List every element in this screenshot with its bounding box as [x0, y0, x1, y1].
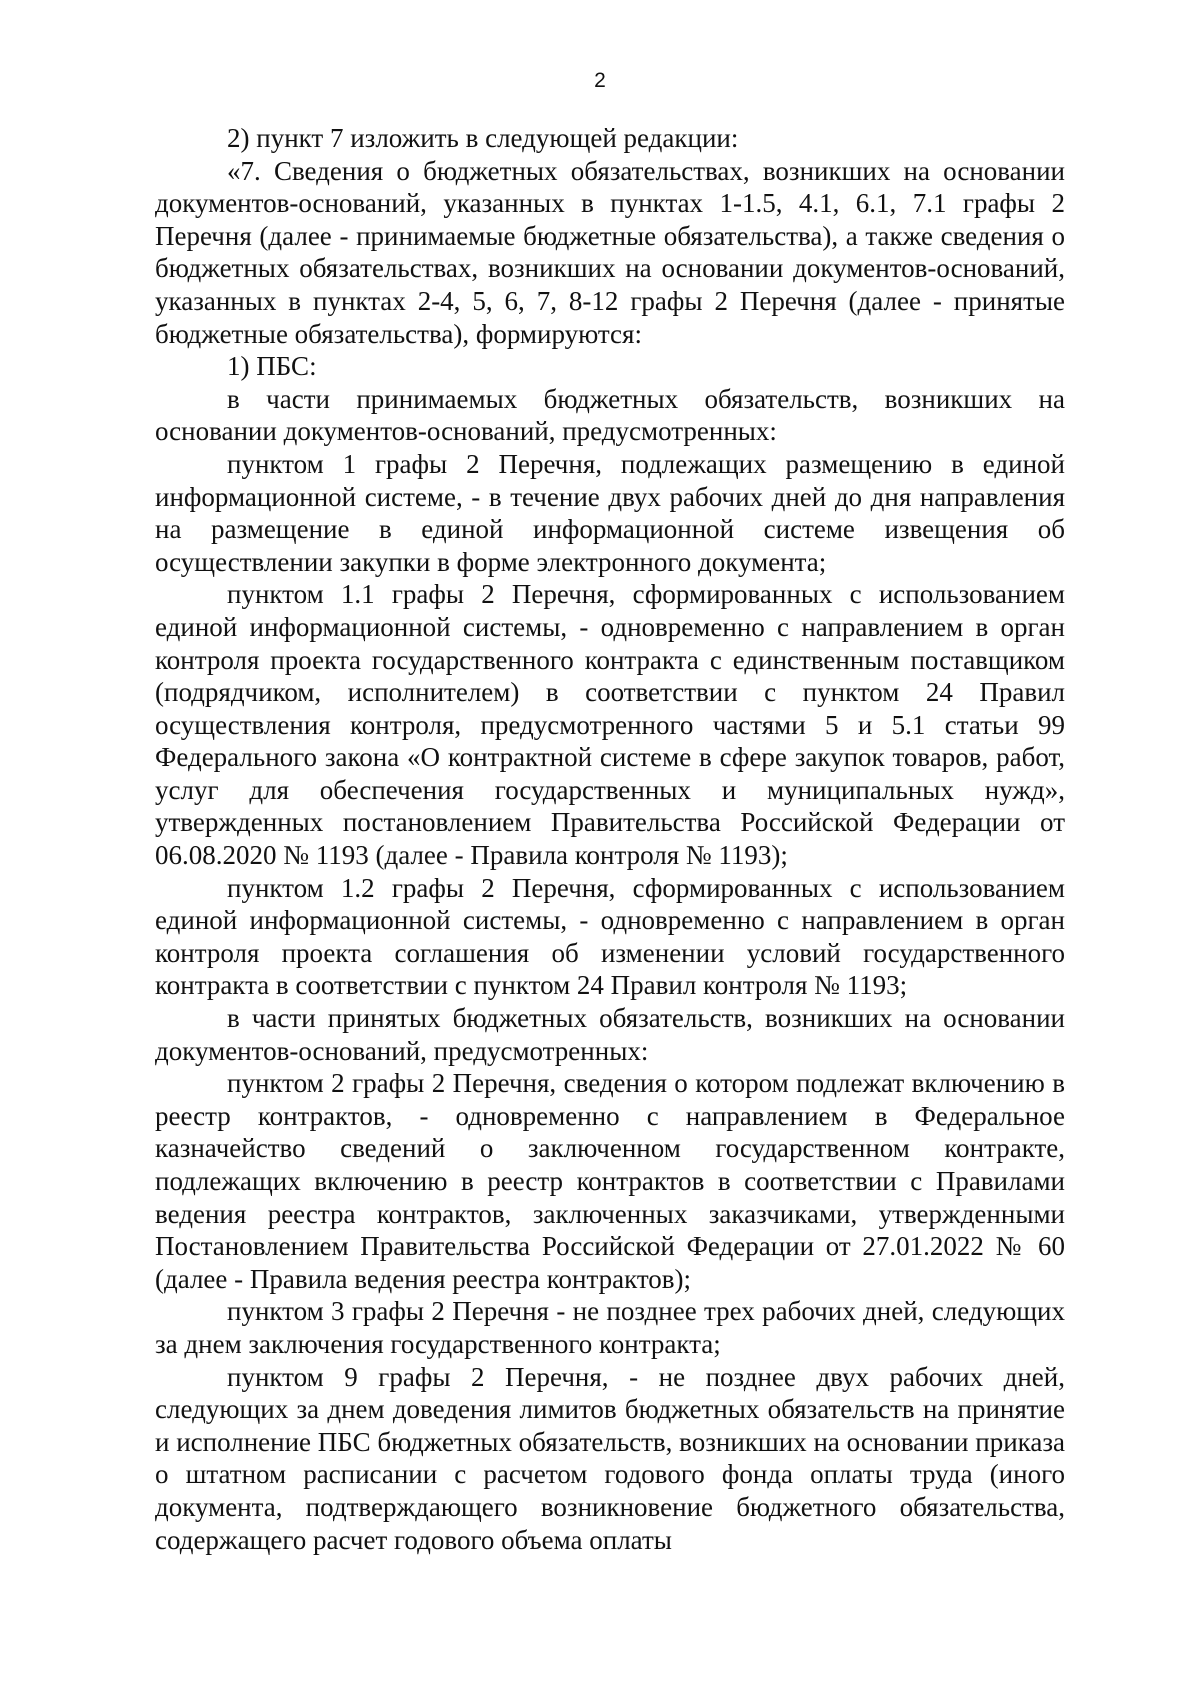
paragraph-taken-obligations-intro: в части принятых бюджетных обязательств, возникших на основании документов-оснований, предусмотренных:: [155, 1003, 1065, 1066]
paragraph-amendment-intro: 2) пункт 7 изложить в следующей редакции:: [227, 123, 739, 153]
paragraph-point-3: пунктом 3 графы 2 Перечня - не позднее трех рабочих дней, следующих за днем заключения государственного контракта;: [155, 1296, 1065, 1359]
paragraph-accepted-obligations-intro: в части принимаемых бюджетных обязательств, возникших на основании документов-оснований, предусмотренных:: [155, 383, 1065, 447]
paragraph-pbs-heading: 1) ПБС:: [227, 351, 317, 382]
paragraph-item-7: «7. Сведения о бюджетных обязательствах, возникших на основании документов-оснований, указанных в пунктах 1-1.5, 4.1, 6.1, 7.1 графы 2 Перечня (далее - принимаемые бюджетные обязательства), а также сведения о бюджетных обязательствах, возникших на основании документов-оснований, указанных в пунктах 2-4, 5, 6, 7, 8-12 графы 2 Перечня (далее - принятые бюджетные обязательства), формируются:: [155, 155, 1065, 349]
paragraph-point-1-2: пунктом 1.2 графы 2 Перечня, сформированных с использованием единой информационной системы, - одновременно с направлением в орган контроля проекта соглашения об изменении условий государственного контракта в соответствии с пунктом 24 Правил контроля № 1193;: [155, 872, 1065, 1001]
paragraph-point-9: пунктом 9 графы 2 Перечня, - не позднее двух рабочих дней, следующих за днем доведения лимитов бюджетных обязательств на принятие и исполнение ПБС бюджетных обязательств, возникших на основании приказа о штатном расписании с расчетом годового фонда оплаты труда (иного документа, подтверждающего возникновение бюджетного обязательства, содержащего расчет годового объема оплаты: [155, 1361, 1065, 1555]
document-body: [155, 122, 1065, 1556]
paragraph-point-1-1: пунктом 1.1 графы 2 Перечня, сформированных с использованием единой информационной системы, - одновременно с направлением в орган контроля проекта государственного контракта с единственным поставщиком (подрядчиком, исполнителем) в соответствии с пунктом 24 Правил осуществления контроля, предусмотренного частями 5 и 5.1 статьи 99 Федерального закона «О контрактной системе в сфере закупок товаров, работ, услуг для обеспечения государственных и муниципальных нужд», утвержденных постановлением Правительства Российской Федерации от 06.08.2020 № 1193 (далее - Правила контроля № 1193);: [155, 579, 1065, 871]
paragraph-point-1: пунктом 1 графы 2 Перечня, подлежащих размещению в единой информационной системе, - в течение двух рабочих дней до дня направления на размещение в единой информационной системе извещения об осуществлении закупки в форме электронного документа;: [155, 448, 1065, 577]
paragraph-point-2: пунктом 2 графы 2 Перечня, сведения о котором подлежат включению в реестр контрактов, - одновременно с направлением в Федеральное казначейство сведений о заключенном государственном контракте, подлежащих включению в реестр контрактов в соответствии с Правилами ведения реестра контрактов, заключенных заказчиками, утвержденными Постановлением Правительства Российской Федерации от 27.01.2022 № 60 (далее - Правила ведения реестра контрактов);: [155, 1068, 1065, 1294]
page-number: 2: [594, 69, 606, 92]
